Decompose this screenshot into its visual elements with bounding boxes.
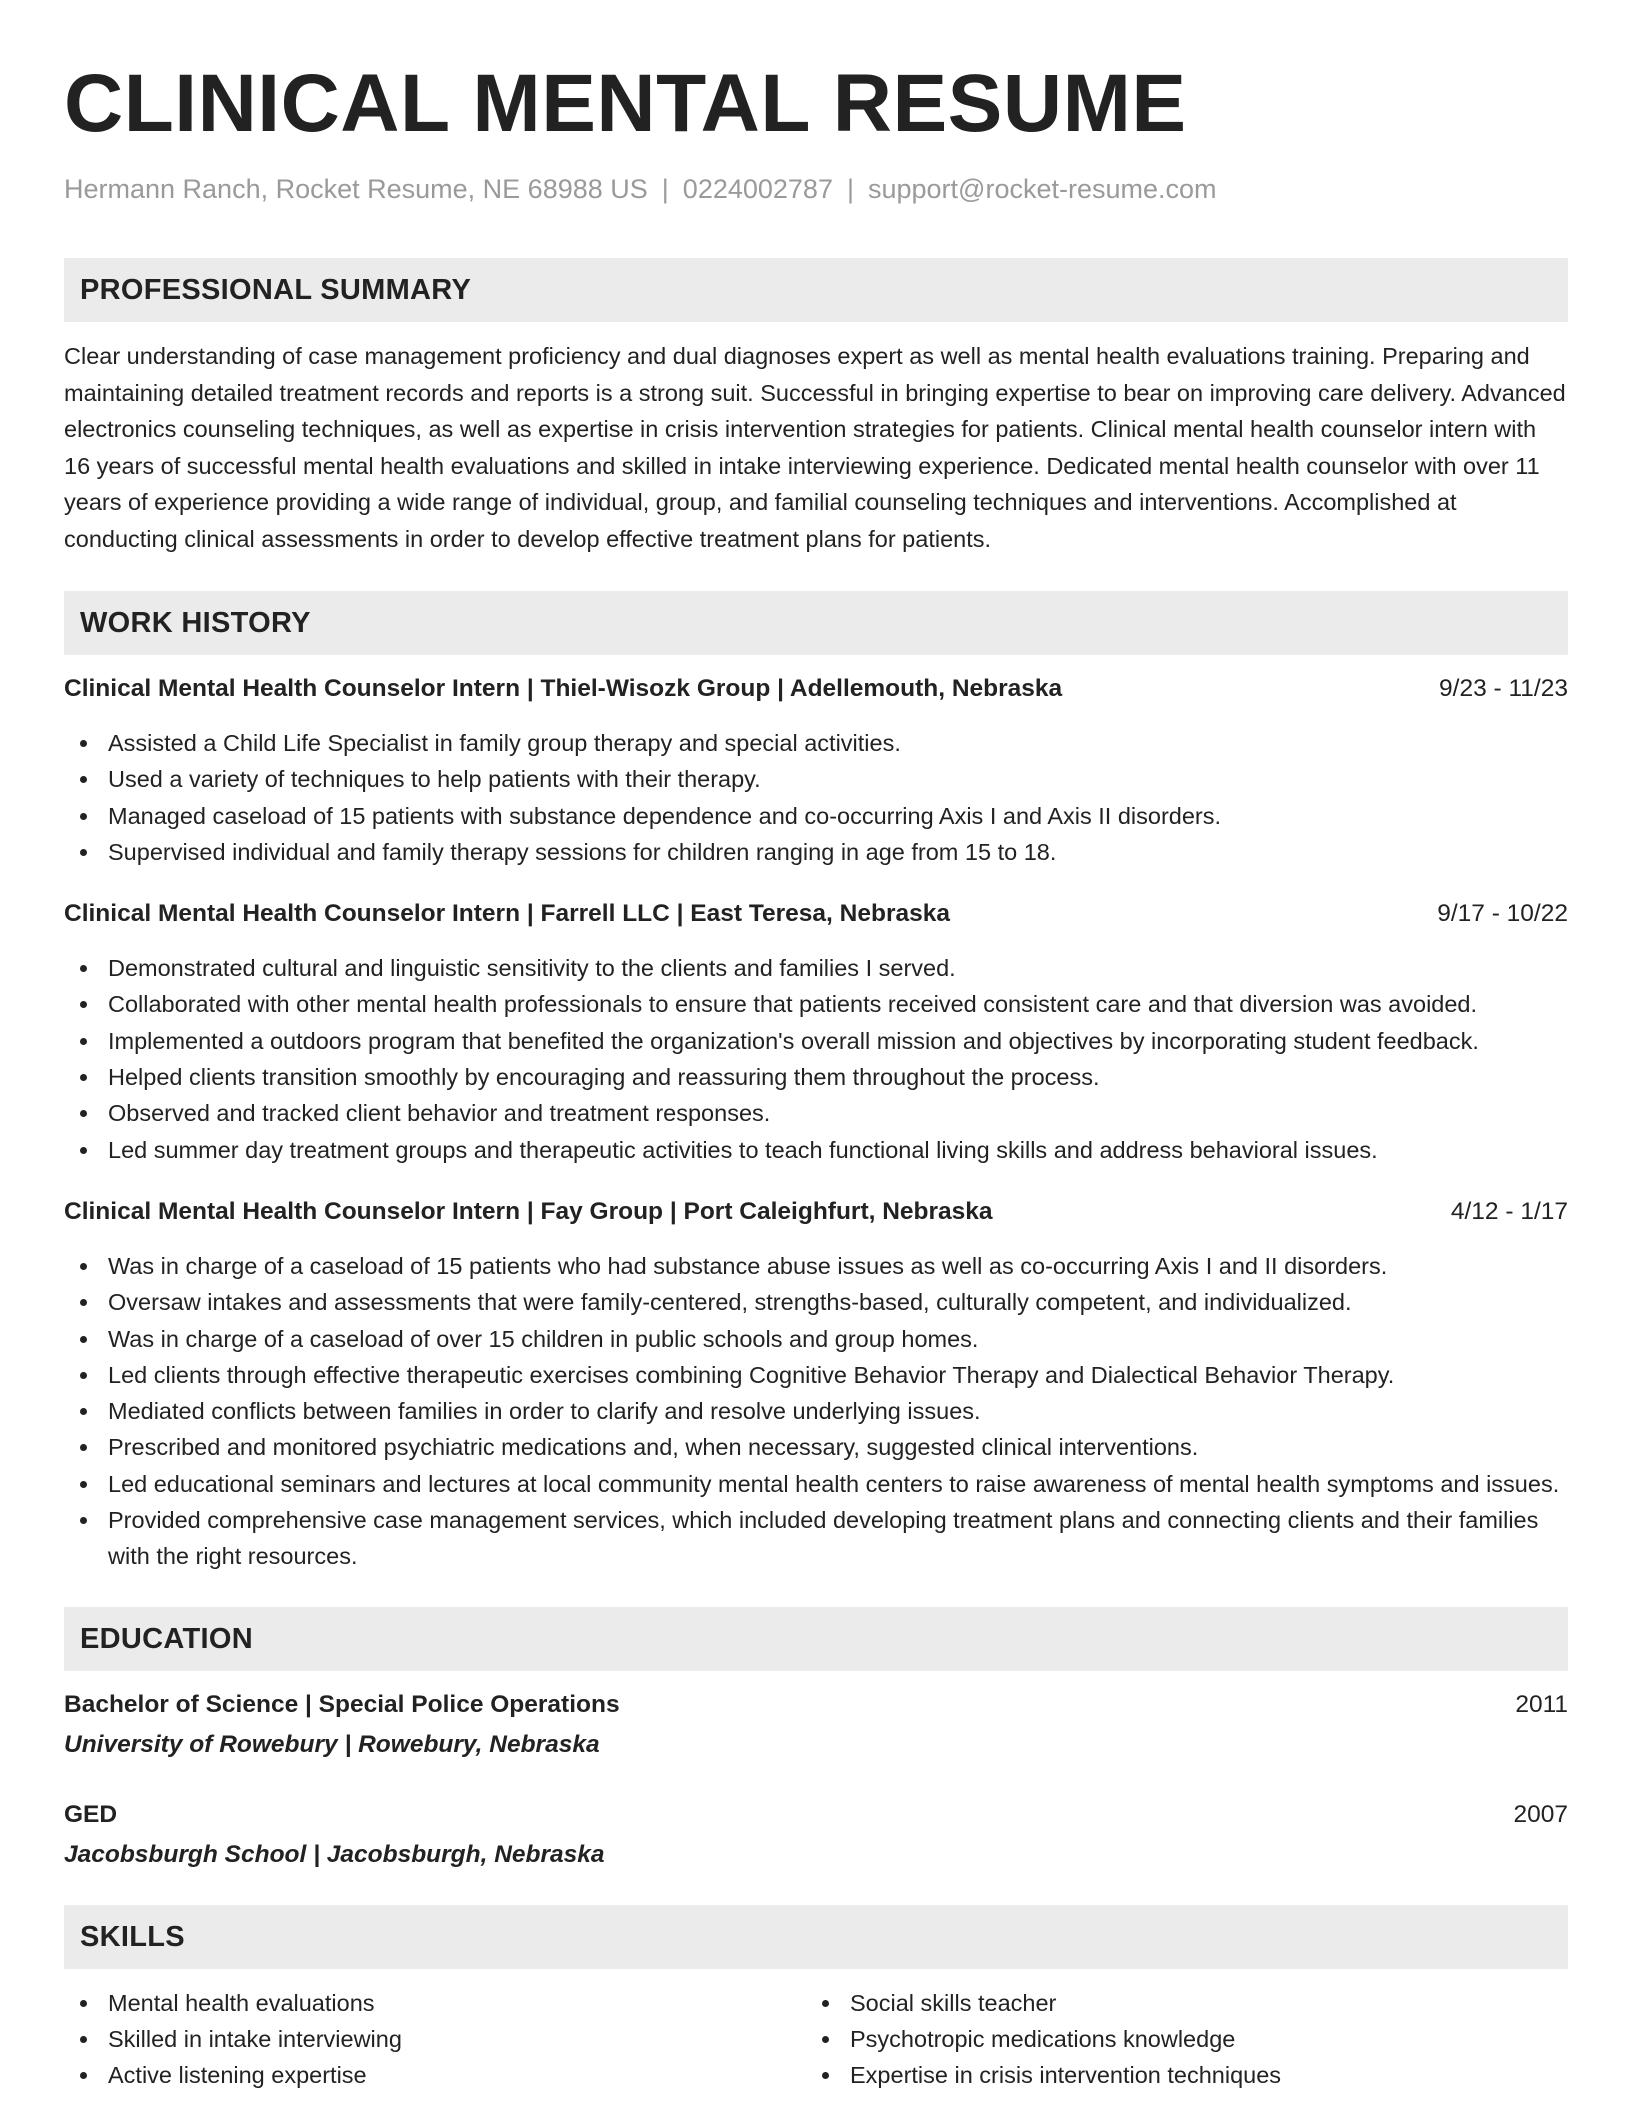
job-bullets	[64, 725, 1568, 870]
job-bullet: Prescribed and monitored psychiatric medications and, when necessary, suggested clinical interventions.	[64, 1429, 1568, 1465]
education-school: Jacobsburgh School | Jacobsburgh, Nebraska	[64, 1840, 605, 1868]
work-history-heading: WORK HISTORY	[64, 591, 1568, 655]
education-row	[64, 1799, 1568, 1831]
job-dates: 9/17 - 10/22	[1437, 900, 1568, 928]
contact-line	[64, 172, 1568, 206]
job-bullet: Was in charge of a caseload of over 15 children in public schools and group homes.	[64, 1321, 1568, 1357]
job-bullet: Mediated conflicts between families in order to clarify and resolve underlying issues.	[64, 1393, 1568, 1429]
skill-item: Social skills teacher	[806, 1985, 1548, 2021]
job-bullet: Demonstrated cultural and linguistic sensitivity to the clients and families I served.	[64, 950, 1568, 986]
job-dates: 9/23 - 11/23	[1439, 675, 1568, 702]
education-entry	[64, 1689, 1568, 1761]
job-bullet: Implemented a outdoors program that benefited the organization's overall mission and objectives by incorporating student feedback.	[64, 1023, 1568, 1059]
job-bullet: Was in charge of a caseload of 15 patients who had substance abuse issues as well as co-occurring Axis I and II disorders.	[64, 1248, 1568, 1284]
skills-grid	[64, 1985, 1568, 2094]
job-title-row	[64, 1196, 1568, 1228]
education-heading: EDUCATION	[64, 1607, 1568, 1671]
job-entry	[64, 1196, 1568, 1575]
job-bullets	[64, 1248, 1568, 1575]
contact-separator: |	[661, 174, 669, 204]
skill-item: Expertise in crisis intervention techniques	[806, 2057, 1548, 2093]
job-title: Clinical Mental Health Counselor Intern | Farrell LLC | East Teresa, Nebraska	[64, 900, 950, 928]
skills-list	[806, 1985, 1548, 2094]
job-entry	[64, 898, 1568, 1168]
job-dates: 4/12 - 1/17	[1450, 1197, 1568, 1225]
job-bullet: Supervised individual and family therapy sessions for children ranging in age from 15 to 18.	[64, 834, 1568, 870]
job-bullet: Collaborated with other mental health professionals to ensure that patients received consistent care and that diversion was avoided.	[64, 986, 1568, 1022]
contact-phone: 0224002787	[682, 174, 833, 204]
skills-list	[64, 1985, 806, 2094]
skill-item: Active listening expertise	[64, 2057, 806, 2093]
job-bullets	[64, 950, 1568, 1168]
job-bullet: Used a variety of techniques to help patients with their therapy.	[64, 761, 1568, 797]
job-bullet: Assisted a Child Life Specialist in family group therapy and special activities.	[64, 725, 1568, 761]
education-degree: Bachelor of Science | Special Police Operations	[64, 1690, 620, 1718]
job-title-row	[64, 673, 1568, 705]
education-row	[64, 1689, 1568, 1721]
contact-address: Hermann Ranch, Rocket Resume, NE 68988 US	[64, 174, 648, 204]
summary-text: Clear understanding of case management proficiency and dual diagnoses expert as well as mental health evaluations training. Preparing and maintaining detailed treatment records and reports is a strong suit. Successful in bringing expertise to bear on improving care delivery. Advanced electronics counseling techniques, as well as expertise in crisis intervention strategies for patients. Clinical mental health counselor intern with 16 years of successful mental health evaluations and skilled in intake interviewing experience. Dedicated mental health counselor with over 11 years of experience providing a wide range of individual, group, and familial counseling techniques and interventions. Accomplished at conducting clinical assessments in order to develop effective treatment plans for patients.	[64, 343, 1566, 552]
contact-separator: |	[846, 174, 854, 204]
resume-page	[64, 0, 1568, 2112]
job-bullet: Led educational seminars and lectures at local community mental health centers to raise awareness of mental health symptoms and issues.	[64, 1466, 1568, 1502]
skills-column-right	[806, 1985, 1548, 2094]
summary-heading: PROFESSIONAL SUMMARY	[64, 258, 1568, 322]
job-bullet: Led summer day treatment groups and therapeutic activities to teach functional living skills and address behavioral issues.	[64, 1132, 1568, 1168]
education-entry	[64, 1799, 1568, 1871]
education-year: 2007	[1513, 1800, 1568, 1828]
job-title: Clinical Mental Health Counselor Intern | Thiel-Wisozk Group | Adellemouth, Nebraska	[64, 675, 1063, 702]
skill-item: Skilled in intake interviewing	[64, 2021, 806, 2057]
contact-email: support@rocket-resume.com	[867, 174, 1217, 204]
job-bullet: Oversaw intakes and assessments that were family-centered, strengths-based, culturally competent, and individualized.	[64, 1284, 1568, 1320]
job-title-row	[64, 898, 1568, 930]
education-school: University of Rowebury | Rowebury, Nebraska	[64, 1730, 600, 1758]
job-bullet: Provided comprehensive case management services, which included developing treatment plans and connecting clients and their families with the right resources.	[64, 1502, 1568, 1575]
education-year: 2011	[1515, 1690, 1568, 1718]
job-title: Clinical Mental Health Counselor Intern | Fay Group | Port Caleighfurt, Nebraska	[64, 1197, 993, 1225]
job-bullet: Led clients through effective therapeutic exercises combining Cognitive Behavior Therapy and Dialectical Behavior Therapy.	[64, 1357, 1568, 1393]
job-entry	[64, 673, 1568, 870]
education-degree: GED	[64, 1800, 118, 1828]
resume-name: CLINICAL MENTAL RESUME	[64, 58, 1187, 149]
skills-column-left	[64, 1985, 806, 2094]
job-bullet: Helped clients transition smoothly by encouraging and reassuring them throughout the process.	[64, 1059, 1568, 1095]
skill-item: Mental health evaluations	[64, 1985, 806, 2021]
job-bullet: Managed caseload of 15 patients with substance dependence and co-occurring Axis I and Axis II disorders.	[64, 798, 1568, 834]
job-bullet: Observed and tracked client behavior and treatment responses.	[64, 1095, 1568, 1131]
skill-item: Psychotropic medications knowledge	[806, 2021, 1548, 2057]
skills-heading: SKILLS	[64, 1905, 1568, 1969]
